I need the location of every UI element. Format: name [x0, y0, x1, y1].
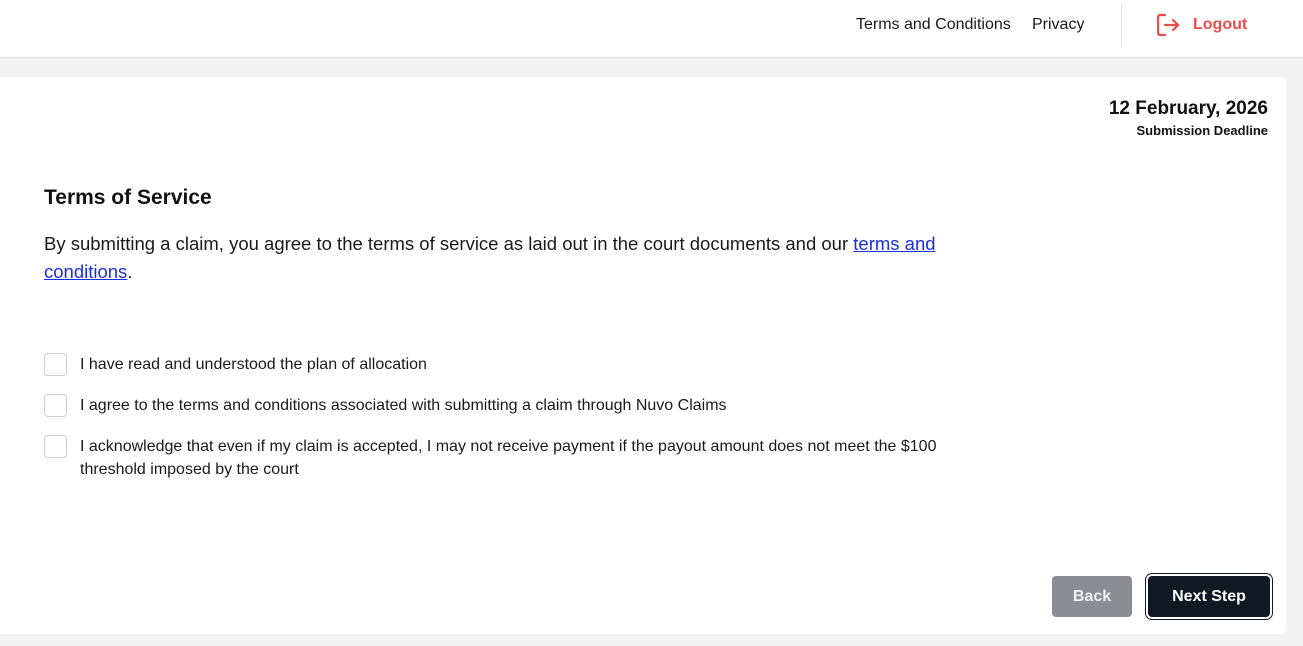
deadline-date: 12 February, 2026 [1108, 98, 1268, 119]
terms-card [0, 77, 1286, 634]
checkbox-label: I agree to the terms and conditions associated with submitting a claim through Nuvo Claims [80, 397, 727, 414]
plan-of-allocation-checkbox[interactable] [44, 353, 67, 376]
deadline-label: Submission Deadline [1136, 123, 1268, 138]
terms-intro-text [44, 230, 949, 286]
section-title: Terms of Service [44, 186, 212, 209]
logout-label: Logout [1193, 16, 1248, 33]
top-navigation-bar [0, 0, 1303, 58]
intro-end: . [127, 261, 133, 282]
checkbox-row-plan-of-allocation[interactable] [44, 353, 980, 376]
privacy-link[interactable]: Privacy [1032, 16, 1085, 33]
logout-icon [1155, 12, 1181, 38]
terms-and-conditions-link[interactable]: Terms and Conditions [856, 16, 1011, 33]
submission-deadline [1109, 97, 1268, 140]
terms-and-conditions-inline-link[interactable]: terms and conditions [44, 233, 936, 282]
next-step-button[interactable]: Next Step [1148, 576, 1270, 617]
back-button[interactable]: Back [1052, 576, 1132, 617]
intro-text: By submitting a claim, you agree to the terms of service as laid out in the court documents and our [44, 233, 854, 254]
payout-threshold-checkbox[interactable] [44, 435, 67, 458]
logout-button[interactable] [1155, 12, 1247, 38]
terms-agreement-checkbox[interactable] [44, 394, 67, 417]
checkbox-label: I acknowledge that even if my claim is accepted, I may not receive payment if the payout amount does not meet the $100 threshold imposed by the court [80, 438, 937, 478]
checkbox-row-payout-threshold[interactable] [44, 435, 980, 481]
checkbox-label: I have read and understood the plan of allocation [80, 356, 427, 373]
nav-divider [1121, 4, 1122, 46]
checkbox-row-terms-agreement[interactable] [44, 394, 980, 417]
